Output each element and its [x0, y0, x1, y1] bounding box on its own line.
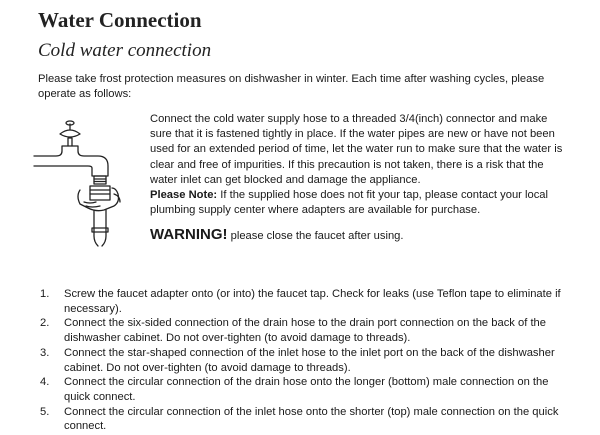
- page-title: Water Connection: [38, 8, 202, 32]
- list-item: [40, 287, 570, 316]
- faucet-hose-connection-icon: [32, 118, 140, 254]
- section-subtitle: Cold water connection: [38, 40, 212, 61]
- step-text: Connect the circular connection of the drain hose onto the longer (bottom) male connection on the quick connect.: [64, 376, 549, 403]
- note-text: If the supplied hose does not fit your tap, please contact your local plumbing supply center where adapters are available for purchase.: [150, 189, 549, 217]
- step-number: 5.: [40, 405, 50, 418]
- note-paragraph: [150, 188, 565, 218]
- list-item: [40, 405, 570, 434]
- connection-instructions: Connect the cold water supply hose to a threaded 3/4(inch) connector and make sure that it is fastened tightly in place. If the water pipes are new or have not been used for an extended period of time, let the water run to make sure that the water is clear and free of impurities. If this precaution is not taken, there is a risk that the water inlet can get blocked and damage the appliance.: [150, 113, 563, 186]
- step-text: Connect the star-shaped connection of the inlet hose to the inlet port on the back of the dishwasher cabinet. Do not over-tighten (to avoid damage to threads).: [64, 346, 555, 374]
- list-item: [40, 375, 570, 404]
- step-number: 3.: [40, 346, 50, 359]
- intro-paragraph: Please take frost protection measures on dishwasher in winter. Each time after washing cycles, please operate as follows:: [38, 73, 545, 100]
- warning-paragraph: [150, 226, 404, 243]
- step-text: Connect the six-sided connection of the drain hose to the drain port connection on the back of the dishwasher cabinet. Do not over-tighten (to avoid damage to threads).: [64, 317, 546, 345]
- steps-list: [40, 287, 570, 434]
- list-item: [40, 316, 570, 345]
- step-number: 2.: [40, 317, 50, 330]
- step-number: 1.: [40, 288, 50, 300]
- list-item: [40, 346, 570, 375]
- step-text: Screw the faucet adapter onto (or into) the faucet tap. Check for leaks (use Teflon tape to eliminate if necessary).: [64, 288, 561, 315]
- warning-text: please close the faucet after using.: [227, 230, 404, 242]
- warning-label: WARNING!: [150, 226, 228, 243]
- step-number: 4.: [40, 376, 50, 389]
- step-text: Connect the circular connection of the inlet hose onto the shorter (top) male connection on the quick connect.: [64, 405, 559, 433]
- note-label: Please Note:: [150, 189, 218, 201]
